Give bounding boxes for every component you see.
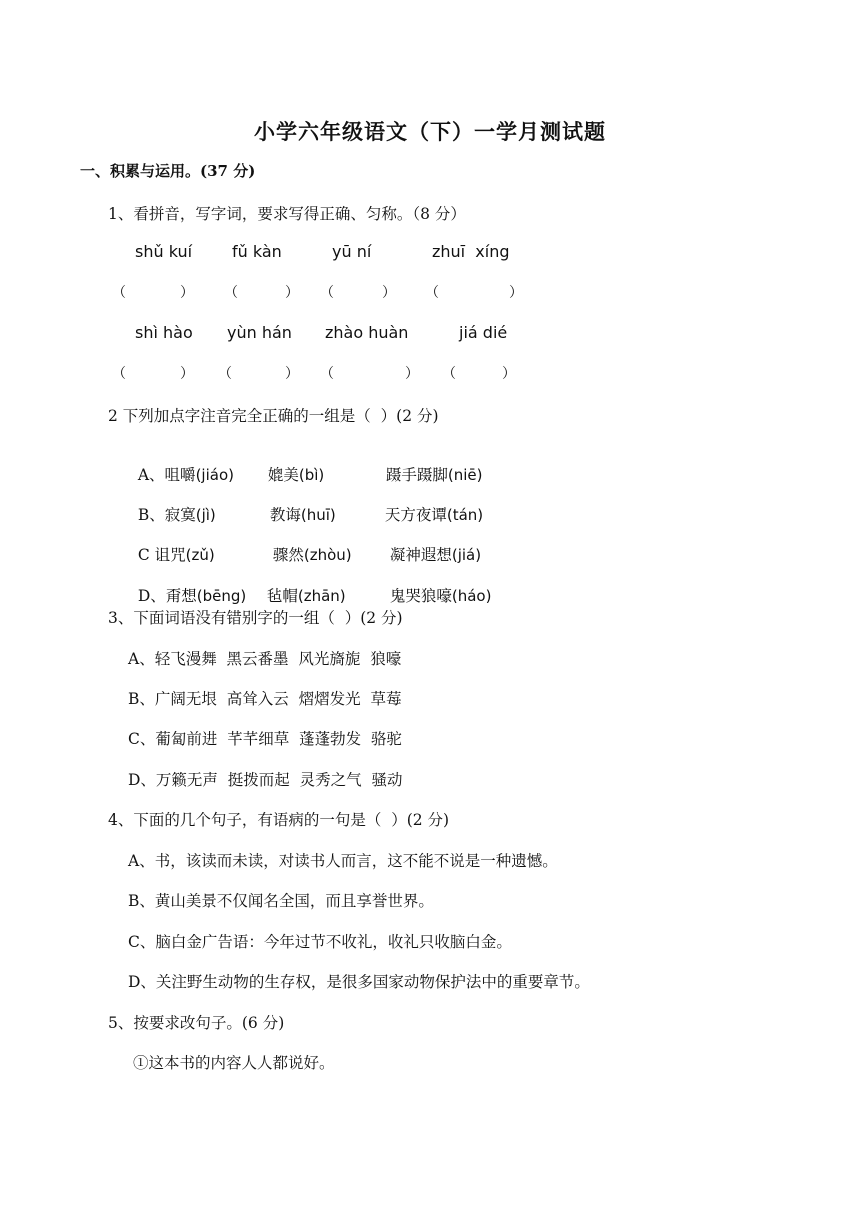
answer-blank-close: ）	[180, 366, 194, 382]
option-word: B、寂寞	[137, 506, 196, 524]
option-word: 毡帽	[266, 587, 298, 605]
pinyin-item: shǔ kuí	[135, 242, 193, 261]
option-word: 蹑手蹑脚	[385, 466, 448, 484]
option-pinyin: (zhòu)	[303, 546, 352, 564]
option-pinyin: (huī)	[300, 506, 336, 524]
option-b: B、广阔无垠 高耸入云 熠熠发光 草莓	[128, 690, 402, 708]
option-d-word-2	[257, 566, 346, 606]
pinyin-item: yùn hán	[227, 323, 292, 342]
answer-blank-close: ）	[405, 366, 419, 382]
question-5-prompt: 5、按要求改句子。(6 分)	[108, 1014, 285, 1032]
option-pinyin: (bì)	[298, 466, 325, 484]
option-a: A、轻飞漫舞 黑云番墨 风光旖旎 狼嚎	[128, 650, 402, 668]
option-c-word-2	[263, 525, 352, 565]
option-pinyin: (niē)	[447, 466, 483, 484]
answer-blank-open: （	[218, 366, 232, 382]
option-a: A、书，该读而未读，对读书人而言，这不能不说是一种遗憾。	[128, 852, 558, 870]
answer-blank-close: ）	[382, 285, 396, 301]
option-d-word-3	[380, 566, 491, 606]
answer-blank-open: （	[224, 285, 238, 301]
section-heading: 一、积累与运用。(37 分)	[80, 162, 256, 180]
question-2-prompt: 2 下列加点字注音完全正确的一组是（ ）(2 分)	[108, 407, 439, 425]
pinyin-item: fǔ kàn	[232, 242, 282, 261]
option-pinyin: (jiá)	[451, 546, 482, 564]
answer-blank-open: （	[112, 366, 126, 382]
answer-blank-open: （	[112, 285, 126, 301]
question-5-item-1: ①这本书的内容人人都说好。	[133, 1054, 335, 1072]
option-word: 骤然	[272, 546, 304, 564]
option-d: D、万籁无声 挺拨而起 灵秀之气 骚动	[128, 771, 403, 789]
option-a-word-2	[258, 445, 324, 485]
option-b-word-2	[260, 485, 336, 525]
option-c: C、脑白金广告语：今年过节不收礼，收礼只收脑白金。	[128, 933, 512, 951]
pinyin-item: jiá dié	[459, 323, 508, 342]
option-word: 媲美	[267, 466, 299, 484]
answer-blank-open: （	[320, 366, 334, 382]
option-word: 凝神遐想	[389, 546, 452, 564]
pinyin-item: yū ní	[332, 242, 372, 261]
option-a	[128, 445, 234, 485]
pinyin-item: zhào huàn	[325, 323, 409, 342]
option-d	[128, 566, 246, 606]
option-pinyin: (jì)	[195, 506, 216, 524]
pinyin-item: shì hào	[135, 323, 193, 342]
option-b-word-3	[375, 485, 483, 525]
option-pinyin: (jiáo)	[195, 466, 234, 484]
answer-blank-close: ）	[502, 366, 516, 382]
option-pinyin: (zhān)	[297, 587, 346, 605]
option-b: B、黄山美景不仅闻名全国，而且享誉世界。	[128, 892, 434, 910]
option-c-word-3	[380, 525, 481, 565]
option-pinyin: (háo)	[451, 587, 492, 605]
answer-blank-close: ）	[180, 285, 194, 301]
answer-blank-open: （	[320, 285, 334, 301]
option-word: D、甭想	[137, 587, 197, 605]
answer-blank-close: ）	[285, 366, 299, 382]
option-word: 天方夜谭	[384, 506, 447, 524]
question-3-prompt: 3、下面词语没有错别字的一组（ ）(2 分)	[108, 609, 403, 627]
option-pinyin: (zǔ)	[185, 546, 215, 564]
option-d: D、关注野生动物的生存权，是很多国家动物保护法中的重要章节。	[128, 973, 590, 991]
answer-blank-open: （	[425, 285, 439, 301]
question-1-prompt: 1、看拼音，写字词，要求写得正确、匀称。（8 分）	[108, 205, 466, 223]
option-word: C 诅咒	[137, 546, 186, 564]
option-word: 教诲	[269, 506, 301, 524]
page-title: 小学六年级语文（下）一学月测试题	[254, 119, 606, 144]
option-b	[128, 485, 216, 525]
option-c	[128, 525, 215, 565]
pinyin-item: zhuī xíng	[432, 242, 510, 261]
question-4-prompt: 4、下面的几个句子，有语病的一句是（ ）(2 分)	[108, 811, 450, 829]
option-a-word-3	[376, 445, 482, 485]
answer-blank-close: ）	[509, 285, 523, 301]
answer-blank-close: ）	[285, 285, 299, 301]
answer-blank-open: （	[442, 366, 456, 382]
option-pinyin: (bēng)	[196, 587, 247, 605]
option-c: C、葡匐前进 芊芊细草 蓬蓬勃发 骆驼	[128, 730, 402, 748]
option-word: 鬼哭狼嚎	[389, 587, 452, 605]
option-pinyin: (tán)	[446, 506, 484, 524]
option-word: A、咀嚼	[137, 466, 196, 484]
